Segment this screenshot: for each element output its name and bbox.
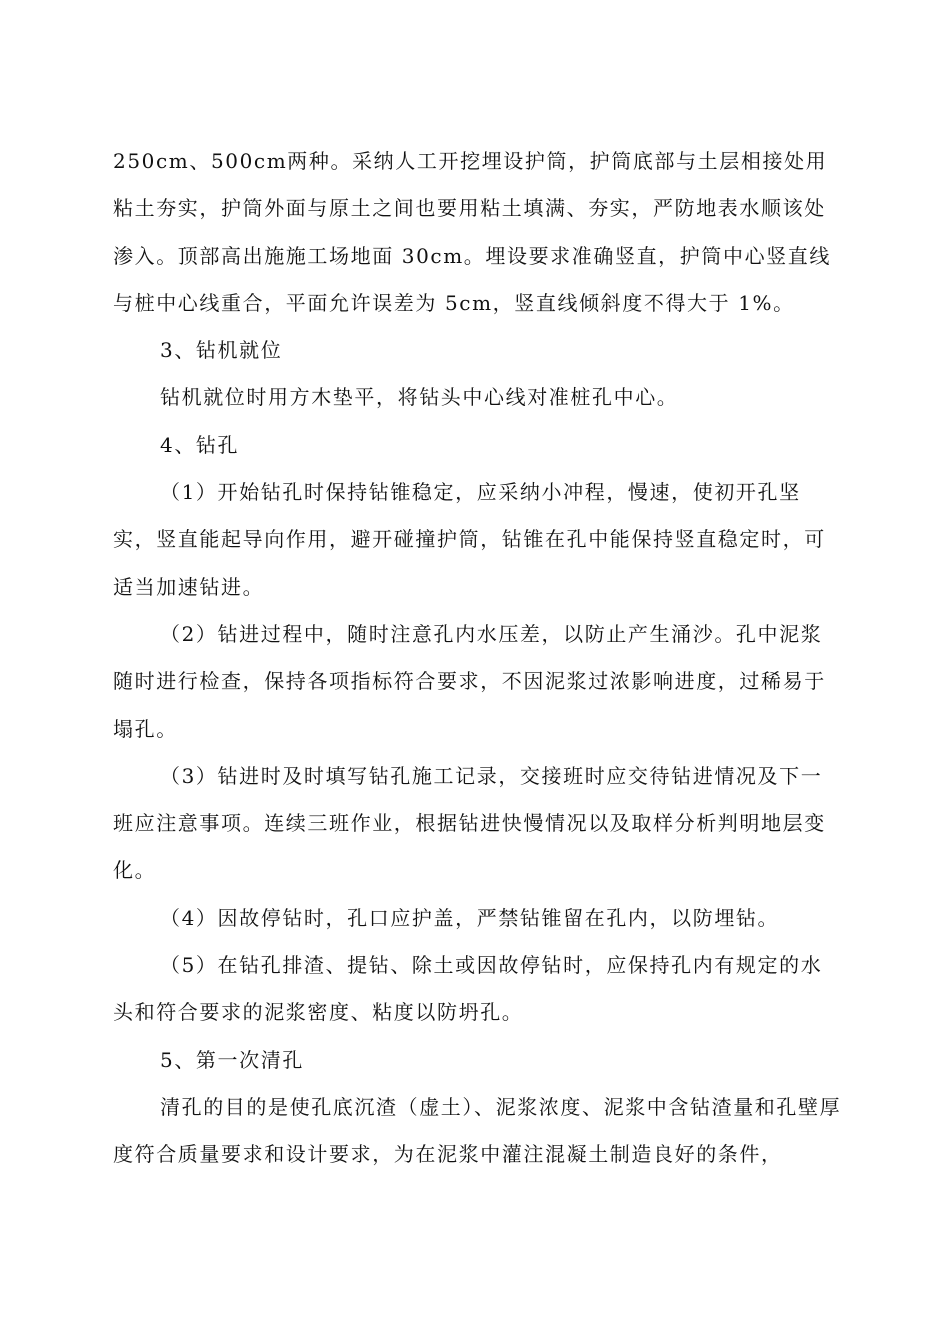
paragraph-rig-positioning: 钻机就位时用方木垫平，将钻头中心线对准桩孔中心。: [160, 385, 679, 410]
paragraph-drilling-item-2: （2）钻进过程中，随时注意孔内水压差，以防止产生涌沙。孔中泥浆随时进行检查，保持各项指标符合要求，不因泥浆过浓影响进度，过稀易于塌孔。: [113, 621, 826, 741]
paragraph-casing-installation: 250cm、500cm两种。采纳人工开挖埋设护筒，护筒底部与土层相接处用粘土夯实，护筒外面与原土之间也要用粘土填满、夯实，严防地表水顺该处渗入。顶部高出施施工场地面 30cm。埋设要求准确竖直，护筒中心竖直线与桩中心线重合，平面允许误差为 5cm，竖直线倾斜度不得大于 1%。: [113, 149, 831, 315]
paragraph-drilling-item-4: （4）因故停钻时，孔口应护盖，严禁钻锥留在孔内，以防埋钻。: [160, 905, 780, 930]
paragraph-first-cleaning: 清孔的目的是使孔底沉渣（虚土）、泥浆浓度、泥浆中含钻渣量和孔壁厚度符合质量要求和设计要求，为在泥浆中灌注混凝土制造良好的条件，: [113, 1094, 842, 1167]
section-heading-rig-positioning: 3、钻机就位: [160, 338, 283, 363]
document-body: [113, 138, 843, 1179]
paragraph-drilling-item-5: （5）在钻孔排渣、提钻、除土或因故停钻时，应保持孔内有规定的水头和符合要求的泥浆密度、粘度以防坍孔。: [113, 953, 823, 1025]
section-heading-first-cleaning: 5、第一次清孔: [160, 1047, 304, 1072]
paragraph-drilling-item-1: （1）开始钻孔时保持钻锥稳定，应采纳小冲程，慢速，使初开孔坚实，竖直能起导向作用，避开碰撞护筒，钻锥在孔中能保持竖直稳定时，可适当加速钻进。: [113, 480, 826, 599]
section-heading-drilling: 4、钻孔: [160, 432, 240, 457]
paragraph-drilling-item-3: （3）钻进时及时填写钻孔施工记录，交接班时应交待钻进情况及下一班应注意事项。连续三班作业，根据钻进快慢情况以及取样分析判明地层变化。: [113, 763, 826, 883]
